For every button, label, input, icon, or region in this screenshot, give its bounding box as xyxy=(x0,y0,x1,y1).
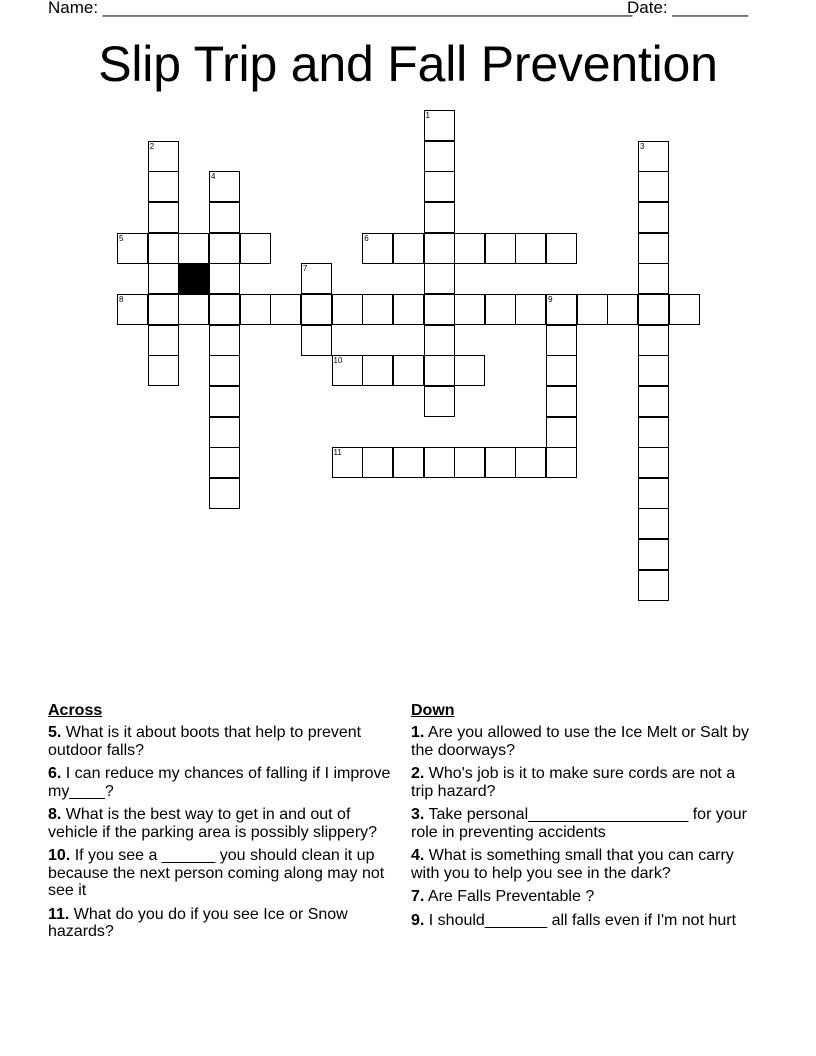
crossword-cell[interactable] xyxy=(332,447,363,478)
crossword-cell[interactable] xyxy=(209,263,240,294)
clue-number: 11. xyxy=(48,905,70,923)
crossword-cell[interactable] xyxy=(454,294,485,325)
clue-down-2 xyxy=(411,765,756,800)
crossword-cell[interactable] xyxy=(362,233,393,264)
crossword-cell[interactable] xyxy=(424,294,455,325)
crossword-cell[interactable] xyxy=(332,294,363,325)
crossword-cell[interactable] xyxy=(669,294,700,325)
crossword-cell[interactable] xyxy=(209,171,240,202)
down-clues xyxy=(411,702,756,935)
crossword-cell[interactable] xyxy=(209,202,240,233)
clue-text: Who's job is it to make sure cords are not a trip hazard? xyxy=(411,765,736,800)
name-field[interactable]: Name: ________________________________________________________ xyxy=(48,0,633,17)
crossword-cell[interactable] xyxy=(209,417,240,448)
clue-number-label: 10 xyxy=(333,356,343,366)
across-clues xyxy=(48,702,393,947)
crossword-cell[interactable] xyxy=(240,233,271,264)
clue-number: 2. xyxy=(411,765,425,782)
clue-number: 3. xyxy=(411,806,425,823)
crossword-cell[interactable] xyxy=(117,233,148,264)
crossword-cell[interactable] xyxy=(393,294,424,325)
crossword-cell[interactable] xyxy=(240,294,271,325)
crossword-cell[interactable] xyxy=(638,263,669,294)
crossword-cell[interactable] xyxy=(638,447,669,478)
clue-number: 1. xyxy=(411,724,425,741)
crossword-cell[interactable] xyxy=(148,171,179,202)
crossword-cell[interactable] xyxy=(424,141,455,172)
crossword-cell[interactable] xyxy=(393,233,424,264)
clue-down-9 xyxy=(411,912,756,930)
crossword-cell[interactable] xyxy=(515,447,546,478)
crossword-cell[interactable] xyxy=(515,294,546,325)
clue-text: I should_______ all falls even if I'm not hurt xyxy=(424,911,737,929)
crossword-cell[interactable] xyxy=(393,447,424,478)
crossword-cell[interactable] xyxy=(301,325,332,356)
crossword-cell[interactable] xyxy=(546,355,577,386)
crossword-cell[interactable] xyxy=(209,294,240,325)
crossword-cell[interactable] xyxy=(117,294,148,325)
clue-number-label: 11 xyxy=(333,448,342,458)
across-heading: Across xyxy=(48,702,103,719)
clue-text: Are Falls Preventable ? xyxy=(424,888,595,905)
clue-number: 8. xyxy=(48,806,62,823)
clue-number-label: 2 xyxy=(149,141,155,151)
crossword-cell[interactable] xyxy=(209,233,240,264)
crossword-cell[interactable] xyxy=(638,233,669,264)
crossword-cell[interactable] xyxy=(424,386,455,417)
crossword-cell[interactable] xyxy=(638,417,669,448)
crossword-cell[interactable] xyxy=(178,233,209,264)
clue-text: Take personal__________________ for your role in preventing accidents xyxy=(411,806,747,841)
crossword-cell[interactable] xyxy=(638,171,669,202)
crossword-cell[interactable] xyxy=(424,447,455,478)
crossword-cell[interactable] xyxy=(638,508,669,539)
crossword-cell[interactable] xyxy=(362,447,393,478)
crossword-cell[interactable] xyxy=(424,233,455,264)
clue-number-label: 4 xyxy=(210,172,216,182)
crossword-cell[interactable] xyxy=(424,263,455,294)
crossword-cell[interactable] xyxy=(424,171,455,202)
crossword-cell[interactable] xyxy=(546,417,577,448)
crossword-cell[interactable] xyxy=(638,355,669,386)
clue-text: I can reduce my chances of falling if I improve my____? xyxy=(48,765,391,800)
crossword-cell[interactable] xyxy=(148,233,179,264)
crossword-cell[interactable] xyxy=(148,325,179,356)
clue-number: 5. xyxy=(48,724,62,741)
clue-number-label: 5 xyxy=(119,233,124,243)
clue-across-10 xyxy=(48,847,393,900)
crossword-cell[interactable] xyxy=(638,539,669,570)
crossword-cell[interactable] xyxy=(424,355,455,386)
crossword-cell[interactable] xyxy=(362,294,393,325)
crossword-cell[interactable] xyxy=(301,263,332,294)
crossword-cell[interactable] xyxy=(148,263,179,294)
crossword-cell[interactable] xyxy=(546,386,577,417)
clue-number-label: 9 xyxy=(548,294,553,304)
crossword-cell[interactable] xyxy=(424,325,455,356)
crossword-cell[interactable] xyxy=(148,294,179,325)
crossword-cell[interactable] xyxy=(546,447,577,478)
crossword-cell[interactable] xyxy=(362,355,393,386)
crossword-cell[interactable] xyxy=(607,294,638,325)
crossword-cell[interactable] xyxy=(454,447,485,478)
crossword-cell[interactable] xyxy=(577,294,608,325)
crossword-cell[interactable] xyxy=(209,355,240,386)
clue-text: What is the best way to get in and out of vehicle if the parking area is possibly slippery? xyxy=(48,806,378,841)
clue-down-3 xyxy=(411,806,756,841)
crossword-cell[interactable] xyxy=(209,386,240,417)
crossword-cell[interactable] xyxy=(148,141,179,172)
page-title: Slip Trip and Fall Prevention xyxy=(98,36,718,92)
crossword-cell[interactable] xyxy=(454,355,485,386)
crossword-cell[interactable] xyxy=(209,325,240,356)
crossword-cell[interactable] xyxy=(546,325,577,356)
crossword-cell[interactable] xyxy=(301,294,332,325)
crossword-cell[interactable] xyxy=(515,233,546,264)
crossword-cell[interactable] xyxy=(638,202,669,233)
clue-across-5 xyxy=(48,724,393,759)
clue-down-1 xyxy=(411,724,756,759)
crossword-cell[interactable] xyxy=(638,141,669,172)
clue-across-8 xyxy=(48,806,393,841)
clue-number-label: 6 xyxy=(364,233,369,243)
down-heading: Down xyxy=(411,702,455,719)
clue-number-label: 8 xyxy=(119,294,124,304)
crossword-cell[interactable] xyxy=(638,386,669,417)
crossword-cell[interactable] xyxy=(638,325,669,356)
clue-text: What do you do if you see Ice or Snow hazards? xyxy=(48,905,348,940)
crossword-cell[interactable] xyxy=(638,294,669,325)
crossword-cell[interactable] xyxy=(209,447,240,478)
clue-across-6 xyxy=(48,765,393,800)
crossword-cell[interactable] xyxy=(424,110,455,141)
clue-text: What is something small that you can carry with you to help you see in the dark? xyxy=(411,847,734,882)
crossword-cell[interactable] xyxy=(638,570,669,601)
clue-across-11 xyxy=(48,906,393,941)
crossword-cell[interactable] xyxy=(148,355,179,386)
clue-number: 7. xyxy=(411,888,425,905)
crossword-cell[interactable] xyxy=(270,294,301,325)
clue-text: If you see a ______ you should clean it up because the next person coming along may not see it xyxy=(48,847,385,899)
clue-number-label: 3 xyxy=(640,141,645,151)
crossword-cell[interactable] xyxy=(485,294,516,325)
crossword-cell[interactable] xyxy=(638,478,669,509)
clue-number-label: 1 xyxy=(425,111,430,120)
crossword-cell[interactable] xyxy=(546,294,577,325)
crossword-cell[interactable] xyxy=(332,355,363,386)
clue-down-4 xyxy=(411,847,756,882)
clue-number: 9. xyxy=(411,911,425,929)
clue-number: 4. xyxy=(411,847,425,864)
clue-number: 6. xyxy=(48,765,62,782)
clue-number-label: 7 xyxy=(302,264,308,274)
black-square xyxy=(178,263,209,294)
clue-text: Are you allowed to use the Ice Melt or Salt by the doorways? xyxy=(411,724,749,759)
clue-text: What is it about boots that help to prevent outdoor falls? xyxy=(48,724,362,759)
clue-down-7 xyxy=(411,888,756,906)
crossword-cell[interactable] xyxy=(393,355,424,386)
crossword-cell[interactable] xyxy=(546,233,577,264)
crossword-cell[interactable] xyxy=(485,233,516,264)
crossword-cell[interactable] xyxy=(424,202,455,233)
date-field[interactable]: Date: ________ xyxy=(627,0,748,17)
clue-number: 10. xyxy=(48,847,71,864)
crossword-cell[interactable] xyxy=(178,294,209,325)
crossword-cell[interactable] xyxy=(485,447,516,478)
crossword-cell[interactable] xyxy=(209,478,240,509)
crossword-cell[interactable] xyxy=(454,233,485,264)
crossword-cell[interactable] xyxy=(148,202,179,233)
